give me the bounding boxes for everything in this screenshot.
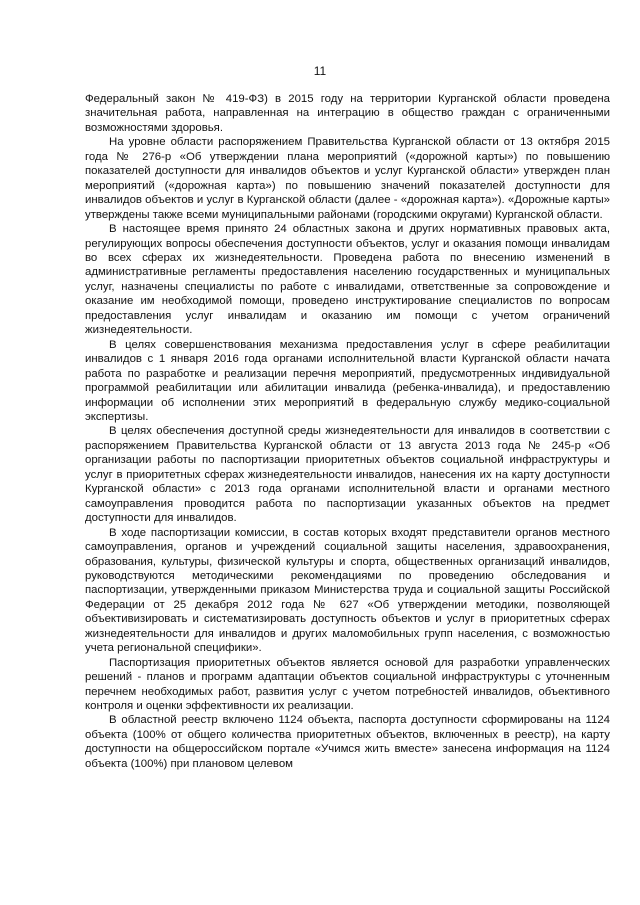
paragraph: В целях обеспечения доступной среды жизнедеятельности для инвалидов в соответствии с распоряжением Правительства Курганской области от 13 августа 2013 года № 245-р «Об организации работы по паспортизации приоритетных объектов социальной инфраструктуры и услуг в приоритетных сферах жизнедеятельности инвалидов, нанесения их на карту доступности Курганской области» с 2013 года органами исполнительной власти и органами местного самоуправления проводится работа по паспортизации указанных объектов на предмет доступности для инвалидов. — [85, 425, 610, 525]
paragraph: На уровне области распоряжением Правительства Курганской области от 13 октября 2015 года № 276-р «Об утверждении плана мероприятий («дорожной карты») по повышению показателей доступности для инвалидов объектов и услуг Курганской области» утвержден план мероприятий («дорожная карта») по повышению значений показателей доступности для инвалидов объектов и услуг в Курганской области (далее - «дорожная карта»). «Дорожные карты» утверждены также всеми муниципальными районами (городскими округами) Курганской области. — [85, 136, 610, 221]
page-number: 11 — [313, 64, 327, 78]
paragraph: В ходе паспортизации комиссии, в состав которых входят представители органов местного самоуправления, органов и учреждений социальной защиты населения, здравоохранения, образования, культуры, физической культуры и спорта, общественных организаций инвалидов, руководствуются методическими рекомендациями по проведению обследования и паспортизации, утвержденными приказом Министерства труда и социальной защиты Российской Федерации от 25 декабря 2012 года № 627 «Об утверждении методики, позволяющей объективизировать и систематизировать доступность объектов и услуг в приоритетных сферах жизнедеятельности для инвалидов и других маломобильных групп населения, с возможностью учета региональной специфики». — [85, 526, 610, 655]
document-body — [85, 92, 610, 771]
paragraph: Паспортизация приоритетных объектов является основой для разработки управленческих решений - планов и программ адаптации объектов социальной инфраструктуры с уточненным перечнем необходимых работ, развития услуг с учетом потребностей инвалидов, объективного контроля и оценки эффективности их реализации. — [85, 656, 610, 713]
paragraph: В настоящее время принято 24 областных закона и других нормативных правовых акта, регулирующих вопросы обеспечения доступности объектов, услуг и оказания помощи инвалидам во всех сферах их жизнедеятельности. Проведена работа по внесению изменений в административные регламенты предоставления населению государственных и муниципальных услуг, назначены специалисты по работе с инвалидами, ответственные за сопровождение и оказание им необходимой помощи, проведено инструктирование специалистов по вопросам предоставления услуг инвалидам и оказанию им помощи с учетом ограничений жизнедеятельности. — [85, 223, 610, 337]
paragraph: В областной реестр включено 1124 объекта, паспорта доступности сформированы на 1124 объекта (100% от общего количества приоритетных объектов, включенных в реестр), на карту доступности на общероссийском портале «Учимся жить вместе» занесена информация на 1124 объекта (100%) при плановом целевом — [85, 714, 610, 770]
paragraph: Федеральный закон № 419-ФЗ) в 2015 году на территории Курганской области проведена значительная работа, направленная на интеграцию в общество граждан с ограниченными возможностями здоровья. — [85, 93, 610, 134]
paragraph: В целях совершенствования механизма предоставления услуг в сфере реабилитации инвалидов с 1 января 2016 года органами исполнительной власти Курганской области начата работа по разработке и реализации перечня мероприятий, предусмотренных индивидуальной программой реабилитации или абилитации инвалида (ребенка-инвалида), и предоставлению информации об исполнении этих мероприятий в федеральную службу медико-социальной экспертизы. — [85, 338, 610, 423]
